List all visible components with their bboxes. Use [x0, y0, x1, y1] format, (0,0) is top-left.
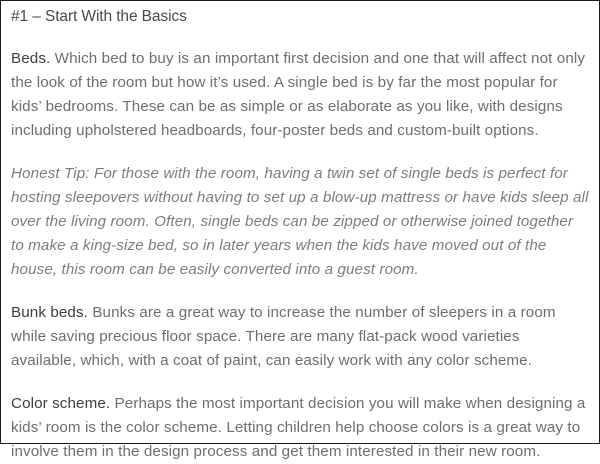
color-scheme-paragraph [11, 392, 589, 464]
honest-tip-paragraph: Honest Tip: For those with the room, having a twin set of single beds is perfect for hosting sleepovers without having to set up a blow-up mattress or have kids sleep all over the living room. Often, single beds can be zipped or otherwise joined together to make a king-size bed, so in later years when the kids have moved out of the house, this room can be easily converted into a guest room. [11, 165, 589, 278]
bunk-beds-paragraph [11, 301, 589, 373]
color-scheme-lead: Color scheme. [11, 395, 111, 412]
color-scheme-body: Perhaps the most important decision you will make when designing a kids’ room is the color scheme. Letting children help choose colors is a great way to involve them in the design process and get them interested in their new room. [11, 395, 586, 460]
bunk-beds-body: Bunks are a great way to increase the number of sleepers in a room while saving precious floor space. There are many flat-pack wood varieties available, which, with a coat of paint, can easily work with any color scheme. [11, 304, 556, 369]
article-content [1, 7, 599, 464]
beds-body: Which bed to buy is an important first decision and one that will affect not only the look of the room but how it’s used. A single bed is by far the most popular for kids’ bedrooms. These can be as simple or as elaborate as you like, with designs including upholstered headboards, four-poster beds and custom-built options. [11, 50, 586, 139]
beds-lead: Beds. [11, 50, 51, 67]
beds-paragraph [11, 47, 589, 143]
section-heading: #1 – Start With the Basics [11, 8, 187, 25]
bunk-beds-lead: Bunk beds. [11, 304, 88, 321]
